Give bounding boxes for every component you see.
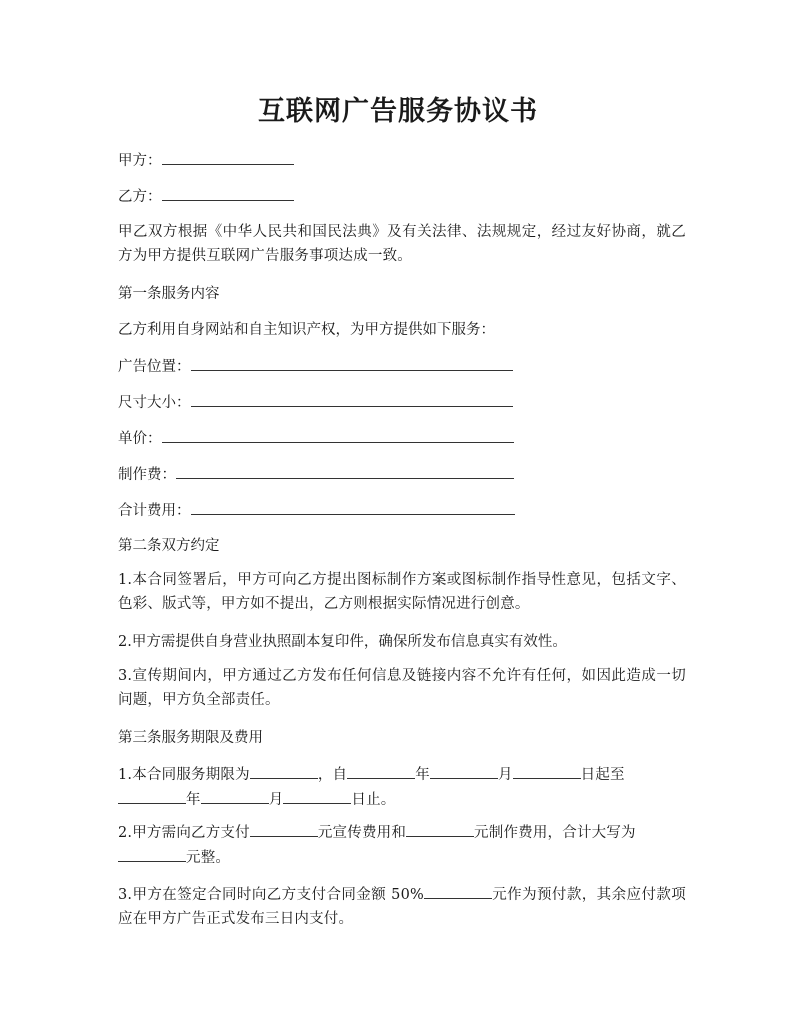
term-text-2: ，自 [317,767,348,783]
ad-position-field [118,354,688,379]
start-year-blank[interactable] [347,762,415,779]
term-text-5: 日起至 [580,767,625,783]
term-text-4: 月 [497,767,513,783]
total-uppercase-blank[interactable] [118,845,186,862]
term-text-7: 月 [268,792,284,808]
ad-size-blank[interactable] [191,390,513,407]
production-fee-field [118,462,688,487]
term-length-blank[interactable] [250,762,318,779]
payment-text-2: 元宣传费用和 [317,825,407,841]
total-fee-blank[interactable] [191,498,515,515]
term-text-8: 日止。 [351,792,396,808]
article2-item2: 2.甲方需提供自身营业执照副本复印件，确保所发布信息真实有效性。 [118,634,567,650]
promo-fee-blank[interactable] [250,820,318,837]
article2-item1: 1.本合同签署后，甲方可向乙方提出图标制作方案或图标制作指导性意见，包括文字、色彩、版式等，甲方如不提出，乙方则根据实际情况进行创意。 [118,572,686,612]
end-year-blank[interactable] [118,787,186,804]
prepay-text-1: 3.甲方在签定合同时向乙方支付合同金额 50% [118,887,424,903]
article2-heading: 第二条双方约定 [118,538,220,554]
production-fee-label: 制作费： [118,467,176,483]
start-day-blank[interactable] [513,762,581,779]
payment-text-1: 2.甲方需向乙方支付 [118,825,250,841]
article1-heading: 第一条服务内容 [118,286,220,302]
production-fee-blank[interactable] [176,462,514,479]
unit-price-blank[interactable] [162,426,514,443]
ad-size-label: 尺寸大小： [118,395,191,411]
article1-lead: 乙方利用自身网站和自主知识产权，为甲方提供如下服务： [118,322,495,338]
article3-item3 [118,882,686,931]
payment-text-4: 元整。 [186,850,231,866]
document-title: 互联网广告服务协议书 [258,96,538,127]
term-text-3: 年 [415,767,430,783]
article2-item3: 3.宣传期间内，甲方通过乙方发布任何信息及链接内容不允许有任何，如因此造成一切问题，甲方负全部责任。 [118,668,686,708]
unit-price-label: 单价： [118,431,162,447]
article3-item2 [118,820,686,870]
payment-text-3: 元制作费用，合计大写为 [474,825,636,841]
party-b-label: 乙方： [118,189,162,205]
article3-heading: 第三条服务期限及费用 [118,730,263,746]
term-text-1: 1.本合同服务期限为 [118,767,250,783]
prepay-amount-blank[interactable] [424,882,492,899]
party-a-label: 甲方： [118,153,162,169]
end-month-blank[interactable] [201,787,269,804]
ad-position-label: 广告位置： [118,359,191,375]
production-cost-blank[interactable] [406,820,474,837]
unit-price-field [118,426,688,451]
total-fee-field [118,498,688,523]
party-a-line [118,148,688,173]
ad-size-field [118,390,688,415]
party-b-blank[interactable] [162,184,294,201]
ad-position-blank[interactable] [191,354,513,371]
end-day-blank[interactable] [283,787,351,804]
term-text-6: 年 [186,792,201,808]
start-month-blank[interactable] [430,762,498,779]
total-fee-label: 合计费用： [118,503,191,519]
party-a-blank[interactable] [162,148,294,165]
intro-paragraph: 甲乙双方根据《中华人民共和国民法典》及有关法律、法规规定，经过友好协商，就乙方为甲方提供互联网广告服务事项达成一致。 [118,224,686,264]
prepay-text-2: 元作为预付款，其余应付款项应在甲方广告正式发布三日内支付。 [118,887,686,927]
article3-item1 [118,762,686,812]
party-b-line [118,184,688,209]
